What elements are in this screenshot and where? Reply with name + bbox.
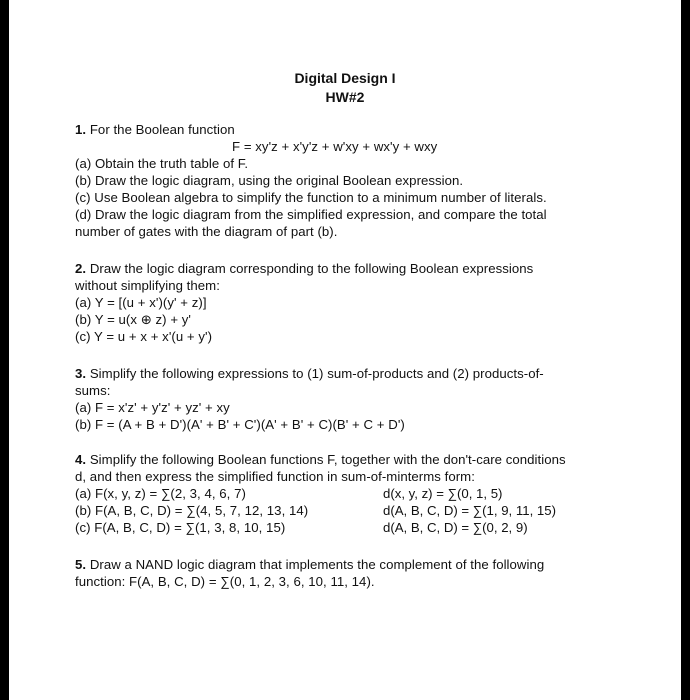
q4-part-a-function: (a) F(x, y, z) = ∑(2, 3, 4, 6, 7)	[75, 486, 246, 501]
q5-intro: Draw a NAND logic diagram that implements the complement of the following	[89, 557, 545, 572]
q2-intro-line2: without simplifying them:	[75, 278, 220, 293]
q5-intro-line1	[75, 557, 544, 572]
document-subtitle: HW#2	[325, 89, 365, 105]
q2-number: 2.	[75, 261, 87, 276]
q4-part-a-dontcare: d(x, y, z) = ∑(0, 1, 5)	[383, 486, 503, 501]
q4-intro-line1	[75, 452, 566, 467]
left-border	[0, 0, 9, 700]
q4-part-c-dontcare: d(A, B, C, D) = ∑(0, 2, 9)	[383, 520, 528, 535]
q1-intro-line	[75, 122, 235, 137]
q5-number: 5.	[75, 557, 87, 572]
q4-intro: Simplify the following Boolean functions F, together with the don't-care conditions	[89, 452, 566, 467]
q3-intro-line1	[75, 366, 544, 381]
q4-part-b-function: (b) F(A, B, C, D) = ∑(4, 5, 7, 12, 13, 14)	[75, 503, 309, 518]
q4-intro-line2: d, and then express the simplified function in sum-of-minterms form:	[75, 469, 475, 484]
q1-number: 1.	[75, 122, 87, 137]
q2-part-a: (a) Y = [(u + x')(y' + z)]	[75, 295, 207, 310]
q2-intro-line1	[75, 261, 533, 276]
q1-part-d-line2: number of gates with the diagram of part (b).	[75, 224, 338, 239]
q1-part-d-line1: (d) Draw the logic diagram from the simplified expression, and compare the total	[75, 207, 547, 222]
q3-part-a: (a) F = x'z' + y'z' + yz' + xy	[75, 400, 230, 415]
q4-part-c-function: (c) F(A, B, C, D) = ∑(1, 3, 8, 10, 15)	[75, 520, 286, 535]
q1-intro: For the Boolean function	[89, 122, 235, 137]
q1-part-c: (c) Use Boolean algebra to simplify the function to a minimum number of literals.	[75, 190, 547, 205]
document-title: Digital Design I	[294, 70, 396, 86]
q3-number: 3.	[75, 366, 87, 381]
q1-part-b: (b) Draw the logic diagram, using the original Boolean expression.	[75, 173, 464, 188]
q3-part-b: (b) F = (A + B + D')(A' + B' + C')(A' + B' + C)(B' + C + D')	[75, 417, 405, 432]
q2-part-b: (b) Y = u(x ⊕ z) + y'	[75, 312, 192, 327]
q4-part-b-dontcare: d(A, B, C, D) = ∑(1, 9, 11, 15)	[383, 503, 556, 518]
q1-function: F = xy'z + x'y'z + w'xy + wx'y + wxy	[232, 139, 438, 154]
q2-intro: Draw the logic diagram corresponding to the following Boolean expressions	[89, 261, 534, 276]
q4-number: 4.	[75, 452, 87, 467]
q1-part-a: (a) Obtain the truth table of F.	[75, 156, 249, 171]
q2-part-c: (c) Y = u + x + x'(u + y')	[75, 329, 213, 344]
right-border	[681, 0, 690, 700]
q3-intro-line2: sums:	[75, 383, 111, 398]
q3-intro: Simplify the following expressions to (1) sum-of-products and (2) products-of-	[89, 366, 544, 381]
q5-intro-line2: function: F(A, B, C, D) = ∑(0, 1, 2, 3, 6, 10, 11, 14).	[75, 574, 375, 589]
